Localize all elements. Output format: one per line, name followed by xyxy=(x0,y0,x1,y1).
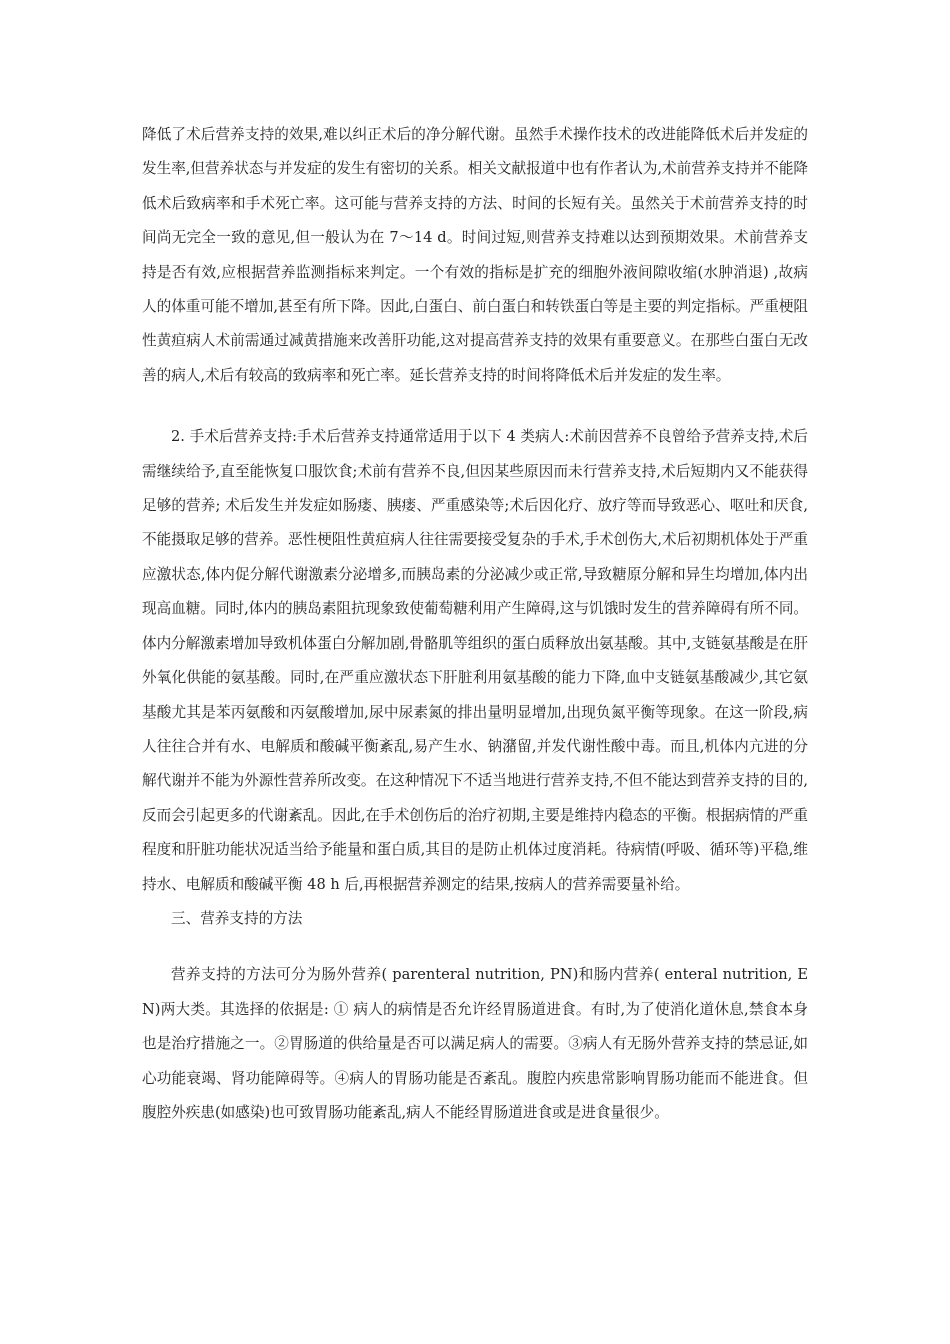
paragraph-preoperative-support-continued: 降低了术后营养支持的效果,难以纠正术后的净分解代谢。虽然手术操作技术的改进能降低术后并发症的发生率,但营养状态与并发症的发生有密切的关系。相关文献报道中也有作者认为,术前营养支持并不能降低术后致病率和手术死亡率。这可能与营养支持的方法、时间的长短有关。虽然关于术前营养支持的时间尚无完全一致的意见,但一般认为在 7～14 d。时间过短,则营养支持难以达到预期效果。术前营养支持是否有效,应根据营养监测指标来判定。一个有效的指标是扩充的细胞外液间隙收缩(水肿消退) ,故病人的体重可能不增加,甚至有所下降。因此,白蛋白、前白蛋白和转铁蛋白等是主要的判定指标。严重梗阻性黄疸病人术前需通过减黄措施来改善肝功能,这对提高营养支持的效果有重要意义。在那些白蛋白无改善的病人,术后有较高的致病率和死亡率。延长营养支持的时间将降低术后并发症的发生率。 xyxy=(142,126,809,384)
document-page xyxy=(142,118,808,1130)
paragraph-postoperative-support: 2. 手术后营养支持:手术后营养支持通常适用于以下 4 类病人:术前因营养不良曾给予营养支持,术后需继续给予,直至能恢复口服饮食;术前有营养不良,但因某些原因而未行营养支持,术后短期内又不能获得足够的营养; 术后发生并发症如肠瘘、胰瘘、严重感染等;术后因化疗、放疗等而导致恶心、呕吐和厌食,不能摄取足够的营养。恶性梗阻性黄疸病人往往需要接受复杂的手术,手术创伤大,术后初期机体处于严重应激状态,体内促分解代谢激素分泌增多,而胰岛素的分泌减少或正常,导致糖原分解和异生均增加,体内出现高血糖。同时,体内的胰岛素阻抗现象致使葡萄糖利用产生障碍,这与饥饿时发生的营养障碍有所不同。体内分解激素增加导致机体蛋白分解加剧,骨骼肌等组织的蛋白质释放出氨基酸。其中,支链氨基酸是在肝外氧化供能的氨基酸。同时,在严重应激状态下肝脏利用氨基酸的能力下降,血中支链氨基酸减少,其它氨基酸尤其是苯丙氨酸和丙氨酸增加,尿中尿素氮的排出量明显增加,出现负氮平衡等现象。在这一阶段,病人往往合并有水、电解质和酸碱平衡紊乱,易产生水、钠潴留,并发代谢性酸中毒。而且,机体内亢进的分解代谢并不能为外源性营养所改变。在这种情况下不适当地进行营养支持,不但不能达到营养支持的目的,反而会引起更多的代谢紊乱。因此,在手术创伤后的治疗初期,主要是维持内稳态的平衡。根据病情的严重程度和肝脏功能状况适当给予能量和蛋白质,其目的是防止机体过度消耗。待病情(呼吸、循环等)平稳,维持水、电解质和酸碱平衡 48 h 后,再根据营养测定的结果,按病人的营养需要量补给。 xyxy=(142,428,809,893)
section-heading-methods: 三、营养支持的方法 xyxy=(171,909,303,927)
paragraph-support-methods: 营养支持的方法可分为肠外营养( parenteral nutrition, PN)和肠内营养( enteral nutrition, EN)两大类。其选择的依据是: ① 病人的病情是否允许经胃肠道进食。有时,为了使消化道休息,禁食本身也是治疗措施之一。②胃肠道的供给量是否可以满足病人的需要。③病人有无肠外营养支持的禁忌证,如心功能衰竭、肾功能障碍等。④病人的胃肠功能是否紊乱。腹腔内疾患常影响胃肠功能而不能进食。但腹腔外疾患(如感染)也可致胃肠功能紊乱,病人不能经胃肠道进食或是进食量很少。 xyxy=(142,966,808,1121)
